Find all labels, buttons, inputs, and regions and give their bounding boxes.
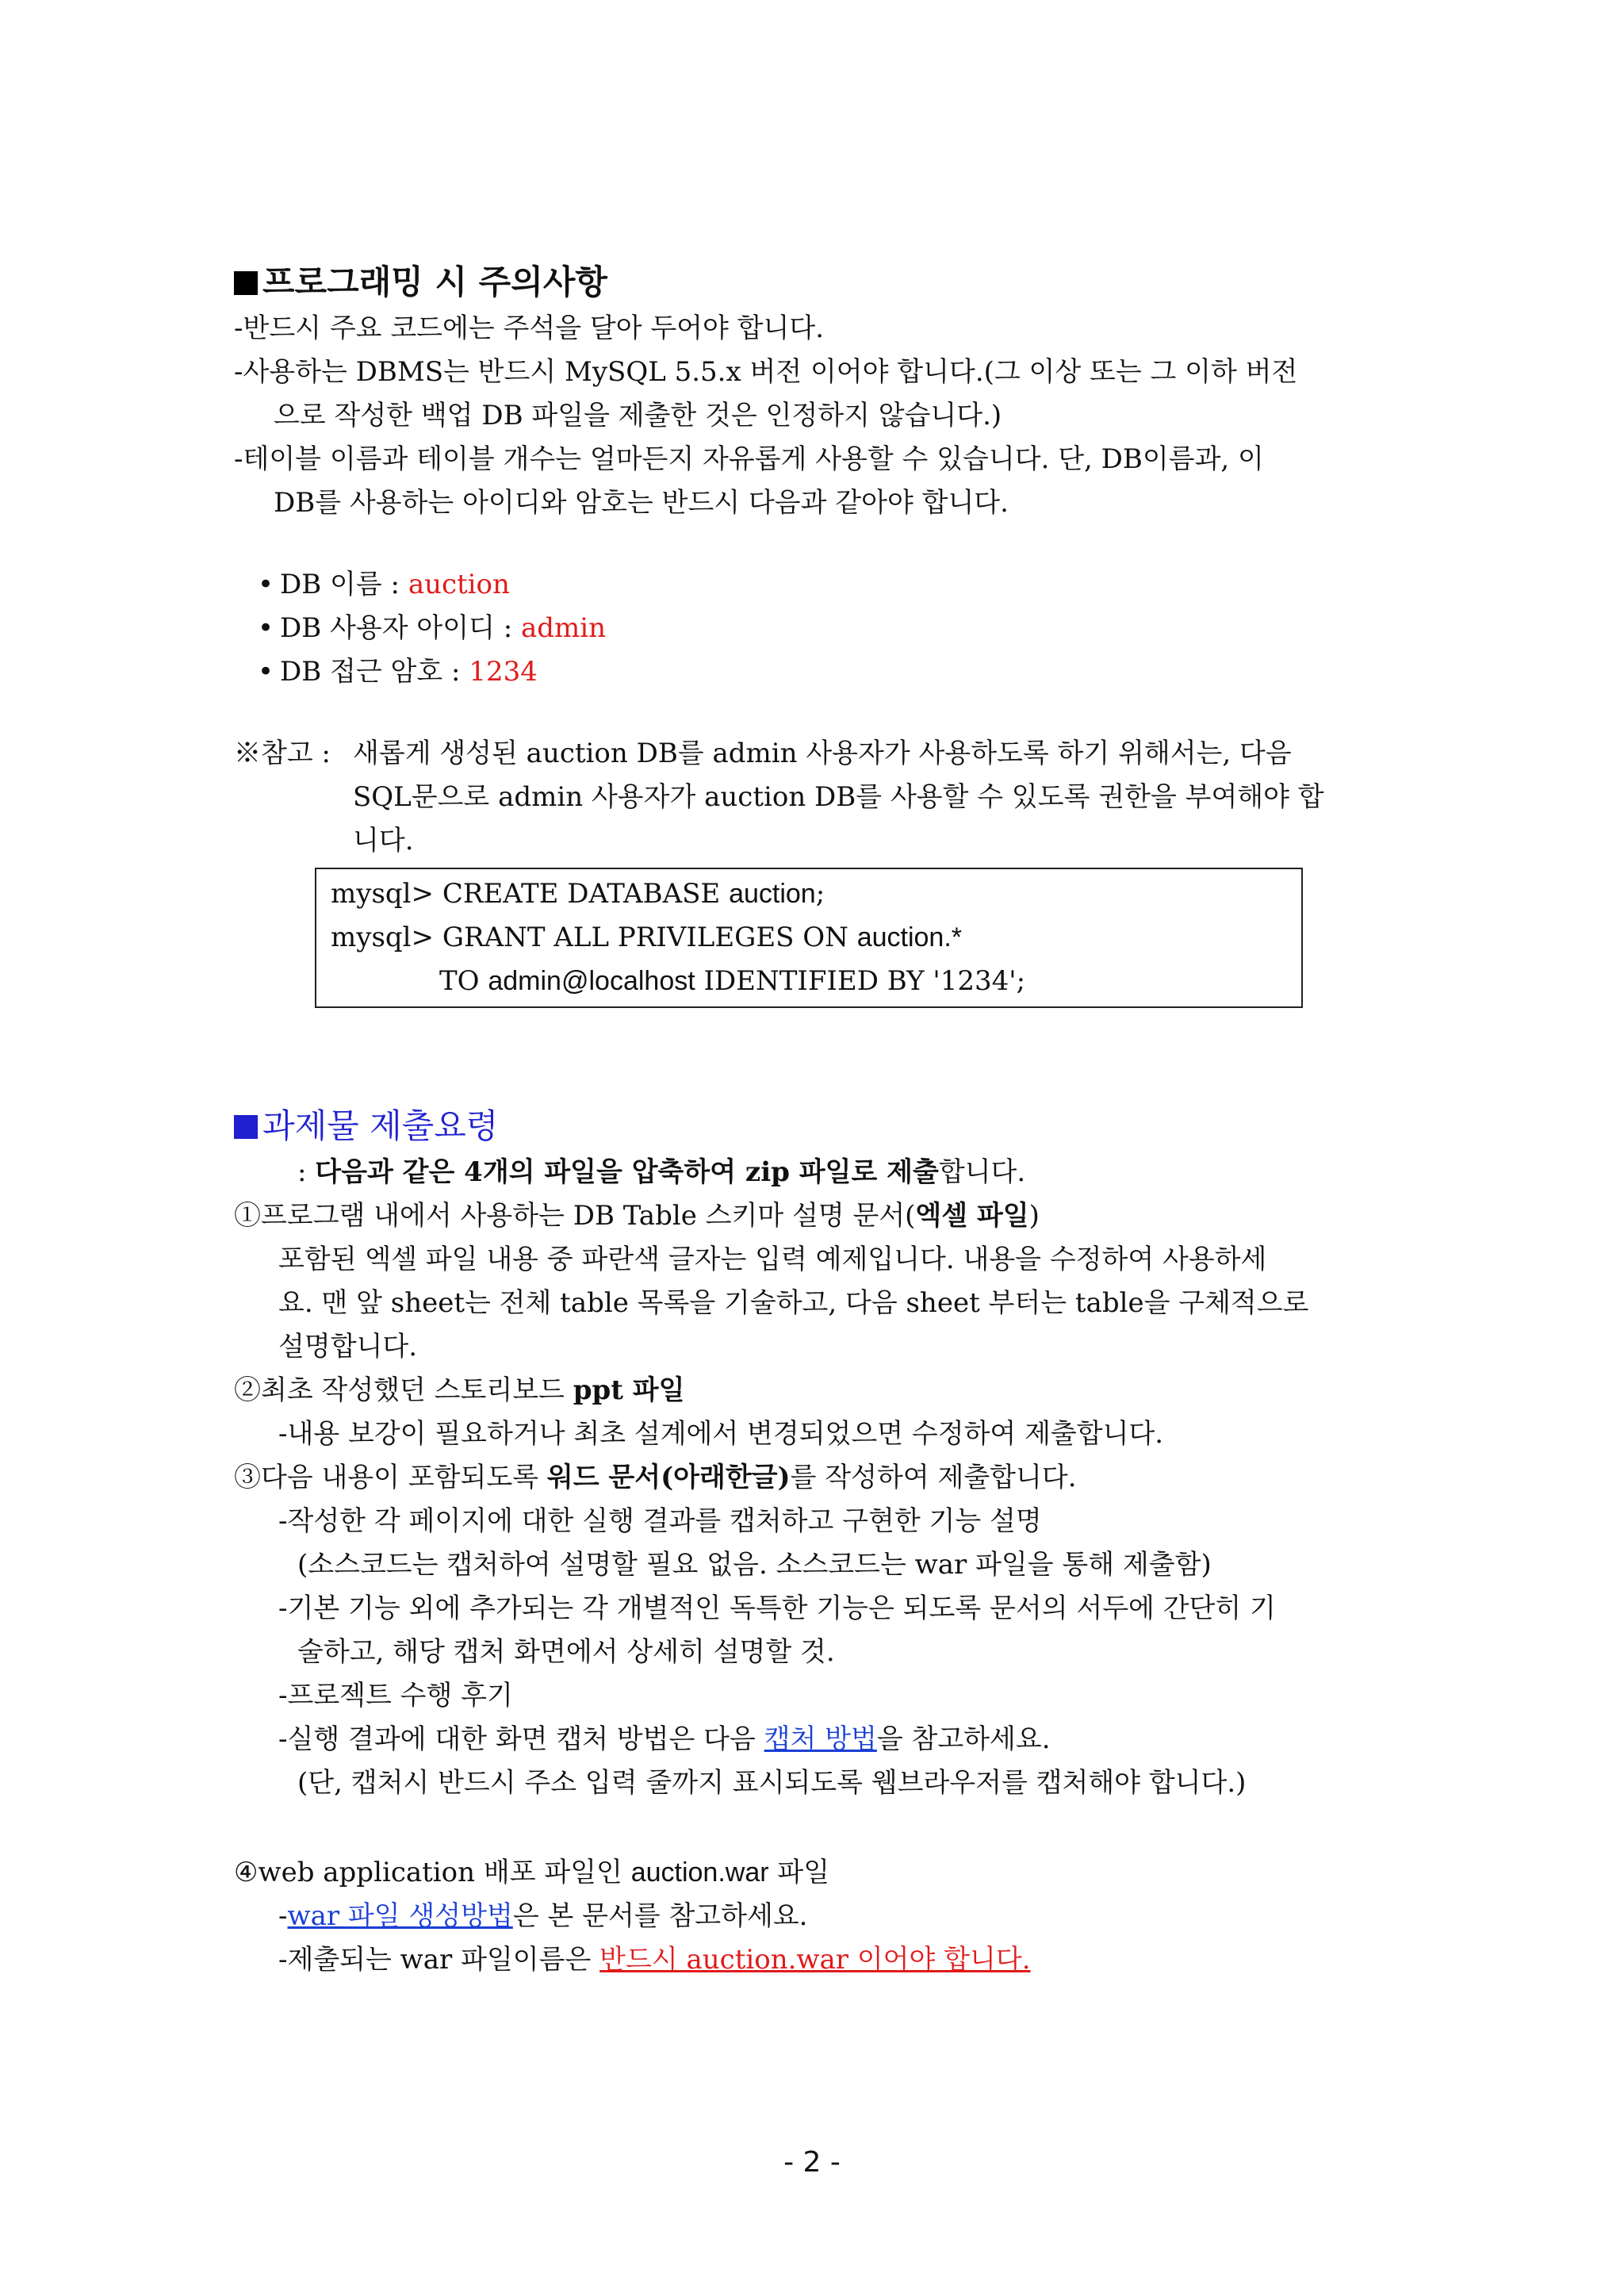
war-link-post: 은 본 문서를 참고하세요. bbox=[512, 1900, 808, 1932]
item4-heading bbox=[234, 1851, 1392, 1895]
code-emphasis: auction bbox=[729, 879, 816, 909]
item3-tail: 를 작성하여 제출합니다. bbox=[790, 1462, 1077, 1493]
item4-head: ④web application 배포 파일인 bbox=[234, 1857, 631, 1888]
note-line: 새롭게 생성된 auction DB를 admin 사용자가 사용하도록 하기 위해서는, 다음 bbox=[353, 738, 1292, 769]
square-bullet-icon bbox=[234, 271, 258, 295]
db-settings-list bbox=[234, 563, 1392, 694]
capture-method-line bbox=[234, 1718, 1392, 1761]
section-title: 과제물 제출요령 bbox=[262, 1106, 499, 1145]
spacer bbox=[234, 1008, 1392, 1102]
text-line: 설명합니다. bbox=[278, 1331, 418, 1363]
war-link-pre: - bbox=[278, 1900, 288, 1932]
text-line: -반드시 주요 코드에는 주석을 달아 두어야 합니다. bbox=[234, 312, 825, 344]
text-line: 술하고, 해당 캡처 화면에서 상세히 설명할 것. bbox=[297, 1636, 835, 1668]
text-line: -기본 기능 외에 추가되는 각 개별적인 독특한 기능은 되도록 문서의 서두에 간단히 기 bbox=[278, 1593, 1276, 1624]
item2-heading bbox=[234, 1369, 1392, 1412]
note-body bbox=[353, 732, 1392, 863]
war-link-line bbox=[234, 1895, 1392, 1938]
war-name-line bbox=[234, 1938, 1392, 1982]
bullet-dot-icon: • bbox=[258, 656, 274, 688]
intro-rest: 합니다. bbox=[938, 1156, 1026, 1188]
reference-note bbox=[234, 732, 1392, 863]
item1-tail: ) bbox=[1028, 1200, 1040, 1232]
intro-colon: : bbox=[297, 1156, 316, 1188]
item4-bold: auction.war bbox=[630, 1857, 769, 1888]
section-title: 프로그래밍 시 주의사항 bbox=[262, 263, 607, 301]
item2-bold: ppt 파일 bbox=[573, 1374, 685, 1406]
item3-head: ③다음 내용이 포함되도록 bbox=[234, 1462, 547, 1493]
code-text: ; bbox=[815, 878, 825, 910]
note-line: SQL문으로 admin 사용자가 auction DB를 사용할 수 있도록 권한을 부여해야 합 bbox=[353, 781, 1324, 813]
square-bullet-icon bbox=[234, 1115, 258, 1139]
section-heading-programming-notes bbox=[234, 258, 1392, 307]
spacer bbox=[234, 1805, 1392, 1851]
text-line: 포함된 엑셀 파일 내용 중 파란색 글자는 입력 예제입니다. 내용을 수정하여 사용하세 bbox=[278, 1244, 1267, 1275]
item1-heading bbox=[234, 1194, 1392, 1238]
bullet-dot-icon: • bbox=[258, 569, 274, 600]
code-text: TO bbox=[439, 965, 488, 997]
note-line: 니다. bbox=[353, 825, 414, 857]
text-line: -작성한 각 페이지에 대한 실행 결과를 캡처하고 구현한 기능 설명 bbox=[278, 1505, 1042, 1537]
item4-tail: 파일 bbox=[768, 1857, 830, 1888]
capture-post: 을 참고하세요. bbox=[876, 1723, 1051, 1755]
text-line: 으로 작성한 백업 DB 파일을 제출한 것은 인정하지 않습니다.) bbox=[274, 400, 1002, 431]
code-text: IDENTIFIED BY '1234'; bbox=[695, 965, 1026, 997]
list-item-db-user bbox=[258, 607, 1392, 650]
war-name-pre: -제출되는 war 파일이름은 bbox=[278, 1944, 600, 1976]
code-line bbox=[331, 916, 1301, 960]
text-line: -내용 보강이 필요하거나 최초 설계에서 변경되었으면 수정하여 제출합니다. bbox=[278, 1418, 1164, 1450]
db-password-value: 1234 bbox=[469, 656, 538, 688]
intro-bold: 다음과 같은 4개의 파일을 압축하여 zip 파일로 제출 bbox=[315, 1156, 939, 1188]
sql-code-box bbox=[315, 868, 1303, 1008]
text-line: 요. 맨 앞 sheet는 전체 table 목록을 기술하고, 다음 sheet 부터는 table을 구체적으로 bbox=[278, 1287, 1309, 1319]
note-label: ※참고 : bbox=[234, 738, 331, 769]
page-number: - 2 - bbox=[783, 2146, 841, 2179]
text-line: (단, 캡처시 반드시 주소 입력 줄까지 표시되도록 웹브라우저를 캡처해야 합니다.) bbox=[297, 1767, 1247, 1799]
code-text: mysql> CREATE DATABASE bbox=[331, 878, 730, 910]
code-line bbox=[331, 960, 1301, 1003]
text-line: -사용하는 DBMS는 반드시 MySQL 5.5.x 버전 이어야 합니다.(그 이상 또는 그 이하 버전 bbox=[234, 356, 1298, 388]
text-line: (소스코드는 캡처하여 설명할 필요 없음. 소스코드는 war 파일을 통해 제출함) bbox=[297, 1549, 1212, 1581]
list-item-db-password bbox=[258, 650, 1392, 694]
item2-head: ②최초 작성했던 스토리보드 bbox=[234, 1374, 573, 1406]
page-content bbox=[234, 258, 1392, 1982]
capture-pre: -실행 결과에 대한 화면 캡처 방법은 다음 bbox=[278, 1723, 764, 1755]
item1-head: ①프로그램 내에서 사용하는 DB Table 스키마 설명 문서( bbox=[234, 1200, 916, 1232]
item3-bold: 워드 문서(아래한글) bbox=[546, 1462, 791, 1493]
section-heading-submission bbox=[234, 1102, 1392, 1151]
war-name-required: 반드시 auction.war 이어야 합니다. bbox=[599, 1944, 1031, 1976]
item1-bold: 엑셀 파일 bbox=[915, 1200, 1029, 1232]
capture-method-link[interactable]: 캡처 방법 bbox=[764, 1723, 877, 1755]
db-name-value: auction bbox=[408, 569, 510, 600]
war-create-method-link[interactable]: war 파일 생성방법 bbox=[287, 1900, 513, 1932]
text-line: DB를 사용하는 아이디와 암호는 반드시 다음과 같아야 합니다. bbox=[274, 487, 1009, 519]
db-user-label: DB 사용자 아이디 : bbox=[280, 612, 521, 644]
db-password-label: DB 접근 암호 : bbox=[280, 656, 469, 688]
list-item-db-name bbox=[258, 563, 1392, 607]
db-name-label: DB 이름 : bbox=[280, 569, 408, 600]
db-user-value: admin bbox=[521, 612, 607, 644]
code-line bbox=[331, 872, 1301, 916]
bullet-dot-icon: • bbox=[258, 612, 274, 644]
code-emphasis: auction.* bbox=[856, 922, 963, 953]
submission-intro bbox=[234, 1151, 1392, 1194]
item3-heading bbox=[234, 1456, 1392, 1500]
code-text: mysql> GRANT ALL PRIVILEGES ON bbox=[331, 922, 857, 953]
code-emphasis: admin@localhost bbox=[488, 966, 695, 996]
text-line: -프로젝트 수행 후기 bbox=[278, 1680, 513, 1711]
text-line: -테이블 이름과 테이블 개수는 얼마든지 자유롭게 사용할 수 있습니다. 단, DB이름과, 이 bbox=[234, 443, 1264, 475]
